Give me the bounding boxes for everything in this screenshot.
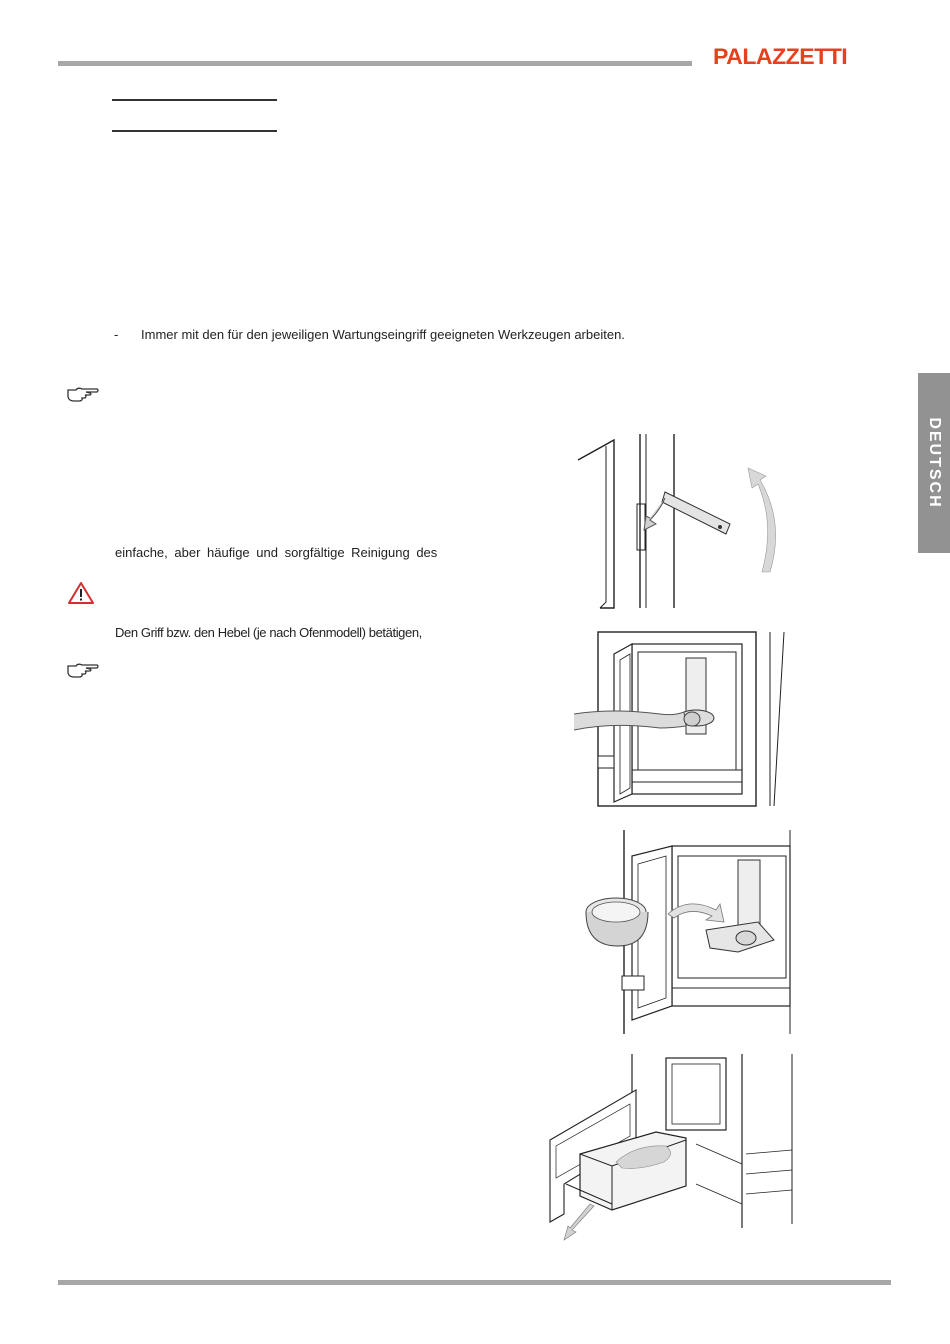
footer-rule — [58, 1280, 891, 1285]
language-tab-label: DEUTSCH — [926, 417, 943, 509]
figure-ash-drawer — [546, 1054, 796, 1244]
pointing-hand-icon — [66, 661, 100, 679]
header-rule — [58, 61, 692, 66]
heading-line-bottom — [112, 130, 277, 132]
figure-door-tool — [570, 432, 795, 610]
bullet-marker: - — [114, 327, 119, 342]
bullet-text: Immer mit den für den jeweiligen Wartungseingriff geeigneten Werkzeugen arbeiten. — [141, 327, 625, 342]
paragraph-handle: Den Griff bzw. den Hebel (je nach Ofenmodell) betätigen, — [115, 625, 422, 640]
pointing-hand-icon — [66, 385, 100, 403]
figure-vacuum-burner — [574, 630, 794, 808]
figure-remove-burner — [578, 830, 794, 1034]
brand-logo: PALAZZETTI — [713, 44, 848, 69]
language-tab[interactable] — [918, 373, 950, 553]
warning-triangle-icon — [67, 581, 95, 605]
paragraph-cleaning: einfache, aber häufige und sorgfältige Reinigung des — [115, 545, 438, 560]
heading-line-top — [112, 99, 277, 101]
